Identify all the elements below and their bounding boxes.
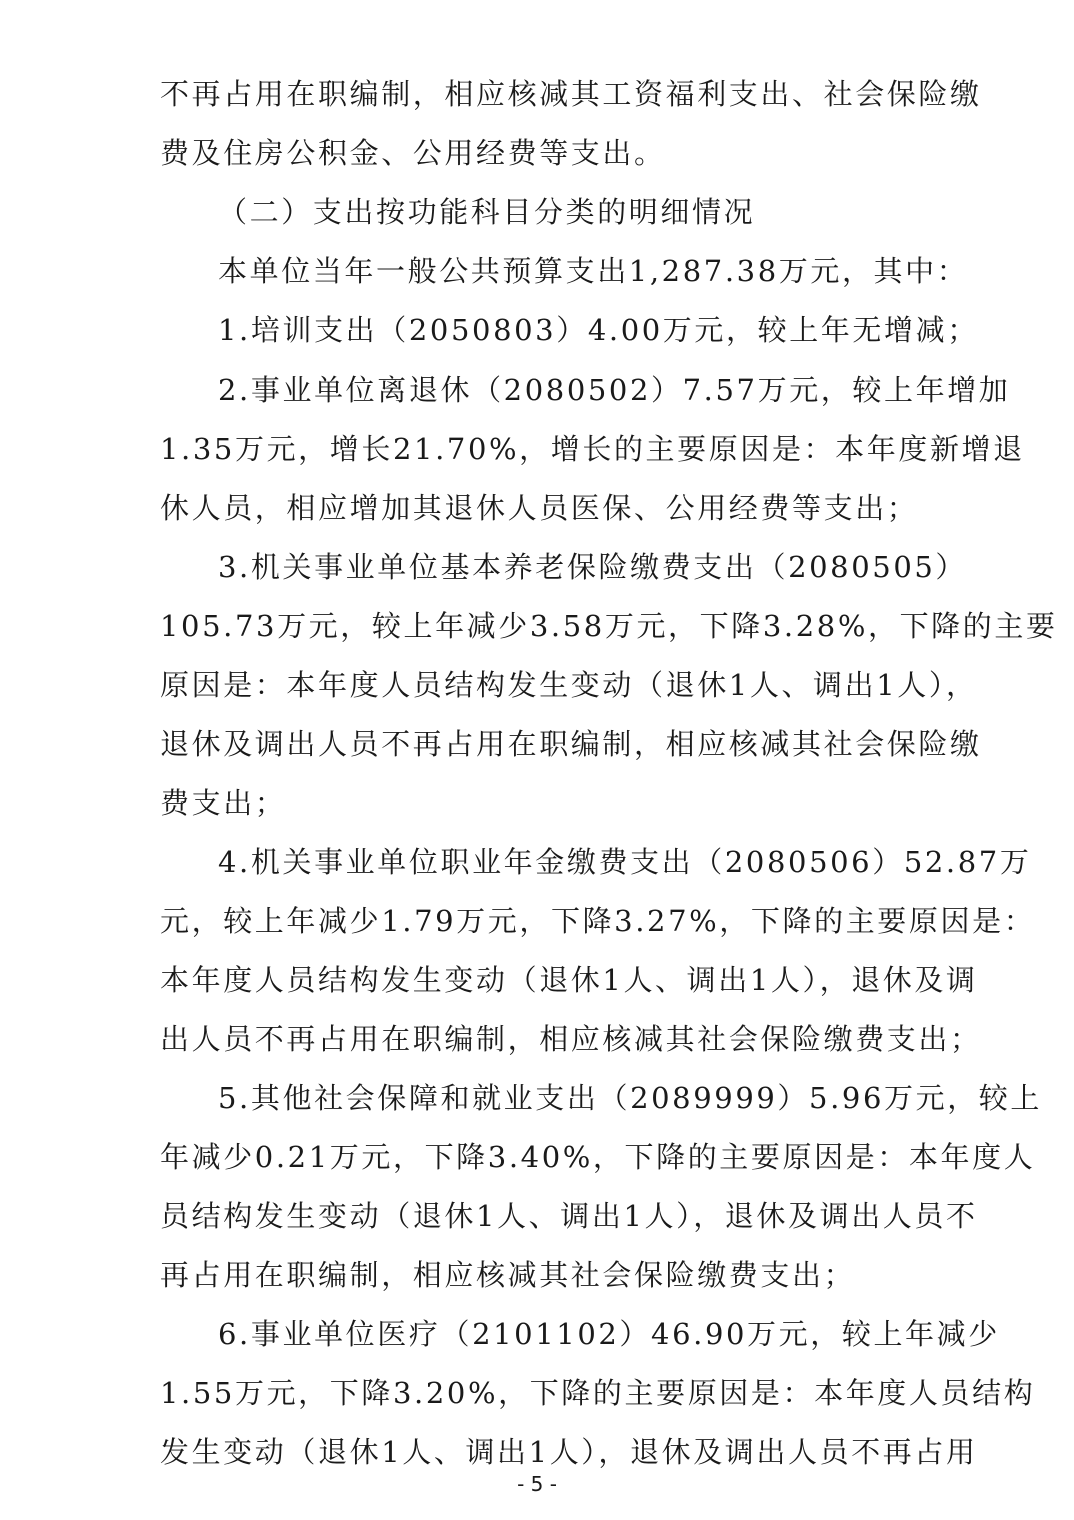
section-heading: （二）支出按功能科目分类的明细情况 (218, 195, 756, 229)
body-line: 费支出； (160, 786, 287, 820)
body-line: 原因是：本年度人员结构发生变动（退休1人、调出1人）， (160, 668, 978, 702)
body-line: 休人员，相应增加其退休人员医保、公用经费等支出； (160, 491, 919, 525)
list-item-4: 4.机关事业单位职业年金缴费支出（2080506）52.87万 (218, 845, 1032, 879)
list-item-1: 1.培训支出（2050803）4.00万元，较上年无增减； (218, 313, 979, 347)
body-line: 出人员不再占用在职编制，相应核减其社会保险缴费支出； (160, 1022, 982, 1056)
body-line: 不再占用在职编制，相应核减其工资福利支出、社会保险缴 (160, 77, 982, 111)
body-line: 年减少0.21万元，下降3.40%，下降的主要原因是：本年度人 (160, 1140, 1036, 1174)
body-line: 再占用在职编制，相应核减其社会保险缴费支出； (160, 1258, 856, 1292)
body-line: 1.35万元，增长21.70%，增长的主要原因是：本年度新增退 (160, 432, 1025, 466)
body-line: 费及住房公积金、公用经费等支出。 (160, 136, 666, 170)
body-line: 元，较上年减少1.79万元，下降3.27%，下降的主要原因是： (160, 904, 1036, 938)
body-line: 105.73万元，较上年减少3.58万元，下降3.28%，下降的主要 (160, 609, 1058, 643)
list-item-3: 3.机关事业单位基本养老保险缴费支出（2080505） (218, 550, 968, 584)
body-line: 员结构发生变动（退休1人、调出1人），退休及调出人员不 (160, 1199, 978, 1233)
body-line: 1.55万元，下降3.20%，下降的主要原因是：本年度人员结构 (160, 1376, 1036, 1410)
body-line: 发生变动（退休1人、调出1人），退休及调出人员不再占用 (160, 1435, 978, 1469)
body-line: 本单位当年一般公共预算支出1,287.38万元，其中： (218, 254, 969, 288)
list-item-5: 5.其他社会保障和就业支出（2089999）5.96万元，较上 (218, 1081, 1042, 1115)
page-number: - 5 - (517, 1472, 557, 1496)
body-line: 本年度人员结构发生变动（退休1人、调出1人），退休及调 (160, 963, 978, 997)
list-item-6: 6.事业单位医疗（2101102）46.90万元，较上年减少 (218, 1317, 1000, 1351)
body-line: 退休及调出人员不再占用在职编制，相应核减其社会保险缴 (160, 727, 982, 761)
list-item-2: 2.事业单位离退休（2080502）7.57万元，较上年增加 (218, 373, 1011, 407)
